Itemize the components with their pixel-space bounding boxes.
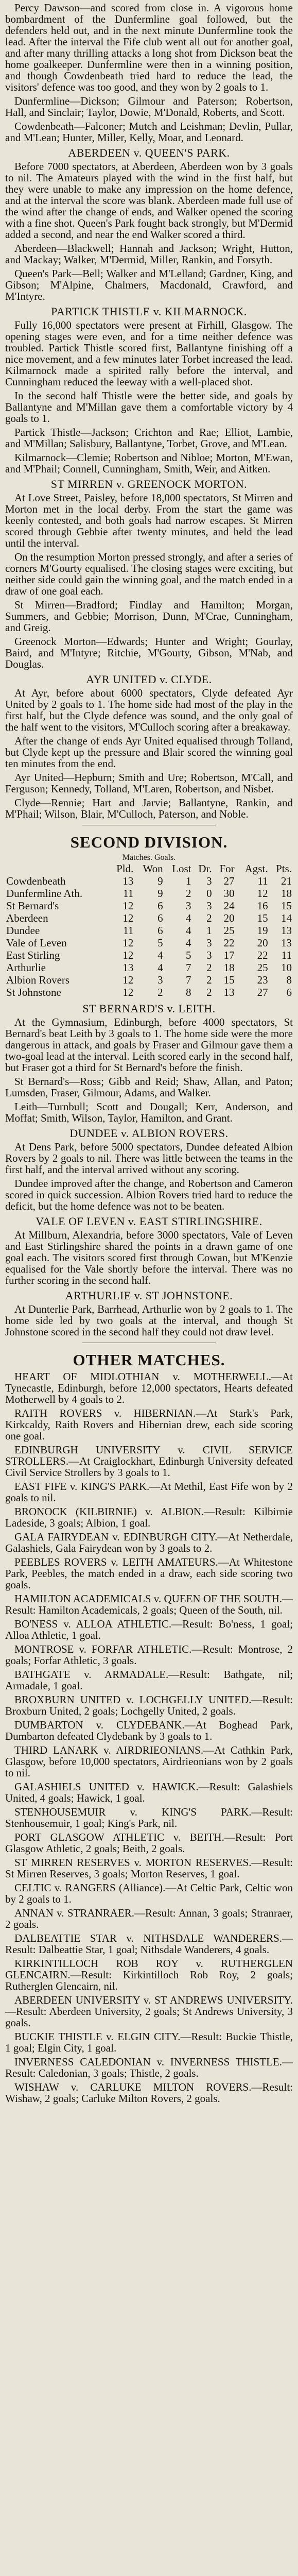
match-report: DUMBARTON v. CLYDEBANK.—At Boghead Park, Dumbarton defeated Clydebank by 3 goals to 1. — [5, 1719, 293, 1742]
stat-cell: 22 — [257, 949, 268, 961]
stat-cell: 12 — [257, 887, 268, 900]
team-lineup: St Mirren—Bradford; Findlay and Hamilton; Morgan, Summers, and Gebbie; Morrison, Dunn, M'Crae, Cunningham, and Greig. — [5, 599, 293, 634]
team-lineup: Partick Thistle—Jackson; Crichton and Rae; Elliot, Lambie, and M'Millan; Salisbury, Ballantyne, Torbet, Grove, and M'Lean. — [5, 426, 293, 450]
league-table-row — [5, 900, 293, 912]
stat-cell: 4 — [185, 937, 191, 949]
match-report: MONTROSE v. FORFAR ATHLETIC.—Result: Montrose, 2 goals; Forfar Athletic, 3 goals. — [5, 1643, 293, 1667]
column-header: For — [219, 862, 235, 875]
stat-cell: 5 — [157, 937, 163, 949]
match-report: ST MIRREN RESERVES v. MORTON RESERVES.—Result: St Mirren Reserves, 3 goals; Morton Reserves, 1 goal. — [5, 1856, 293, 1880]
match-heading: AYR UNITED v. CLYDE. — [86, 673, 212, 686]
article-paragraph: Percy Dawson—and scored from close in. A vigorous home bombardment of the Dunfermline goal followed, but the defenders held out, and in the next minute Dunfermline took the lead. After the interval the Fife club went all out for another goal, and after many thrilling attacks a long shot from Dickson beat the home goalkeeper. Dunfermline were then in a winning position, and though Cowdenbeath tried hard to reduce the lead, the visitors' defence was too good, and they won by 2 goals to 1. — [5, 2, 293, 93]
stat-cell: 2 — [206, 961, 212, 974]
stat-cell: 25 — [223, 924, 235, 937]
match-heading: DUNDEE v. ALBION ROVERS. — [69, 1127, 229, 1140]
article-paragraph: In the second half Thistle were the better side, and goals by Ballantyne and M'Millan gave them a comfortable victory by 4 goals to 1. — [5, 389, 293, 425]
league-table — [5, 862, 293, 998]
league-table-header-row — [5, 862, 293, 875]
match-heading: VALE OF LEVEN v. EAST STIRLINGSHIRE. — [36, 1215, 262, 1228]
article-paragraph: Fully 16,000 spectators were present at Firhill, Glasgow. The opening stages were even, and for a time neither defence was troubled. Partick Thistle scored first, Ballantyne finishing off a nice movement, and a few minutes later Torbet increased the lead. Kilmarnock made a spirited rally before the interval, and Cunningham reduced the leeway with a well-placed shot. — [5, 319, 293, 388]
league-table-row — [5, 986, 293, 998]
league-table-row — [5, 961, 293, 974]
league-table-row — [5, 949, 293, 961]
article-arthurlie-st-johnstone — [5, 1290, 293, 1337]
match-report: PEEBLES ROVERS v. LEITH AMATEURS.—At Whitestone Park, Peebles, the match ended in a draw, each side scoring two goals. — [5, 1556, 293, 1591]
column-header: Won — [143, 862, 163, 875]
column-header: Pts. — [276, 862, 292, 875]
match-report: GALASHIELS UNITED v. HAWICK.—Result: Galashiels United, 4 goals; Hawick, 1 goal. — [5, 1781, 293, 1804]
column-header: Dr. — [198, 862, 212, 875]
article-paragraph: At the Gymnasium, Edinburgh, before 4000 spectators, St Bernard's beat Leith by 3 goals to 1. The home side were the more dangerous in attack, and goals by Fraser and Gilmour gave them a two-goal lead at the interval. Leith scored early in the second half, but Fraser got a third for St Bernard's before the finish. — [5, 1016, 293, 1074]
match-report: BROXBURN UNITED v. LOCHGELLY UNITED.—Result: Broxburn United, 2 goals; Lochgelly United, 2 goals. — [5, 1693, 293, 1717]
other-matches-section — [5, 1351, 293, 2104]
stat-cell: 8 — [185, 986, 191, 998]
stat-cell: 6 — [157, 912, 163, 924]
stat-cell: 1 — [206, 924, 212, 937]
team-name: Cowdenbeath — [6, 875, 66, 887]
team-lineup: Leith—Turnbull; Scott and Dougall; Kerr, Anderson, and Moffat; Smith, Wilson, Taylor, Hamilton, and Grant. — [5, 1100, 293, 1124]
stat-cell: 2 — [206, 986, 212, 998]
stat-cell: 4 — [157, 949, 163, 961]
stat-cell: 13 — [122, 961, 134, 974]
stat-cell: 27 — [257, 986, 268, 998]
stat-cell: 18 — [223, 961, 235, 974]
stat-cell: 3 — [206, 937, 212, 949]
league-table-row — [5, 912, 293, 924]
stat-cell: 13 — [122, 875, 134, 887]
article-paragraph: At Millburn, Alexandria, before 3000 spectators, Vale of Leven and East Stirlingshire shared the points in a drawn game of one goal each. The visitors scored first through Cowan, but M'Kenzie equalised for the Vale shortly before the interval. There was no further scoring in the second half. — [5, 1229, 293, 1286]
stat-cell: 21 — [281, 875, 292, 887]
stat-cell: 13 — [281, 937, 292, 949]
stat-cell: 4 — [157, 961, 163, 974]
article-partick-kilmarnock — [5, 306, 293, 474]
stat-cell: 27 — [223, 875, 235, 887]
match-report: STENHOUSEMUIR v. KING'S PARK.—Result: Stenhousemuir, 1 goal; King's Park, nil. — [5, 1806, 293, 1829]
match-report: HAMILTON ACADEMICALS v. QUEEN OF THE SOUTH.—Result: Hamilton Academicals, 2 goals; Queen of the South, nil. — [5, 1592, 293, 1616]
stat-cell: 2 — [185, 887, 191, 900]
stat-cell: 12 — [122, 986, 134, 998]
stat-cell: 16 — [257, 900, 268, 912]
match-report: GALA FAIRYDEAN v. EDINBURGH CITY.—At Netherdale, Galashiels, Gala Fairydean won by 3 goals to 2. — [5, 1531, 293, 1554]
match-heading: ST MIRREN v. GREENOCK MORTON. — [50, 478, 248, 490]
stat-cell: 3 — [157, 974, 163, 986]
stat-cell: 3 — [206, 900, 212, 912]
match-report: ANNAN v. STRANRAER.—Result: Annan, 3 goals; Stranraer, 2 goals. — [5, 1907, 293, 1930]
stat-cell: 4 — [185, 912, 191, 924]
article-dundee-albion — [5, 1127, 293, 1212]
column-header: Pld. — [116, 862, 134, 875]
team-lineup: Aberdeen—Blackwell; Hannah and Jackson; Wright, Hutton, and Mackay; Walker, M'Dermid, Miller, Rankin, and Forsyth. — [5, 242, 293, 266]
league-table-row — [5, 924, 293, 937]
team-name: Dunfermline Ath. — [6, 887, 83, 900]
match-report: EDINBURGH UNIVERSITY v. CIVIL SERVICE STROLLERS.—At Craiglockhart, Edinburgh University defeated Civil Service Strollers by 3 goals to 1. — [5, 1444, 293, 1479]
article-paragraph: At Love Street, Paisley, before 18,000 spectators, St Mirren and Morton met in the local derby. From the start the game was keenly contested, and both goals had narrow escapes. St Mirren scored through Gebbie after twenty minutes, and held the lead until the interval. — [5, 492, 293, 549]
team-lineup: Cowdenbeath—Falconer; Mutch and Leishman; Devlin, Pullar, and M'Lean; Hunter, Miller, Kelly, Moar, and Leonard. — [5, 120, 293, 144]
team-lineup: Clyde—Rennie; Hart and Jarvie; Ballantyne, Rankin, and M'Phail; Wilson, Blair, M'Culloch, Paterson, and Noble. — [5, 796, 293, 820]
stat-cell: 6 — [157, 900, 163, 912]
article-st-mirren-morton — [5, 478, 293, 670]
second-division-section — [5, 834, 293, 998]
section-title: SECOND DIVISION. — [70, 833, 228, 851]
match-report: BUCKIE THISTLE v. ELGIN CITY.—Result: Buckie Thistle, 1 goal; Elgin City, 1 goal. — [5, 2030, 293, 2054]
team-name: St Bernard's — [6, 900, 59, 912]
match-report: WISHAW v. CARLUKE MILTON ROVERS.—Result: Wishaw, 2 goals; Carluke Milton Rovers, 2 goals. — [5, 2081, 293, 2105]
match-heading: ABERDEEN v. QUEEN'S PARK. — [68, 146, 230, 159]
article-paragraph: After the change of ends Ayr United equalised through Tolland, but Clyde kept up the pressure and Blair scored the winning goal ten minutes from the end. — [5, 735, 293, 770]
column-header: Agst. — [244, 862, 268, 875]
stat-cell: 30 — [223, 887, 235, 900]
match-report: PORT GLASGOW ATHLETIC v. BEITH.—Result: Port Glasgow Athletic, 2 goals; Beith, 2 goals. — [5, 1831, 293, 1855]
stat-cell: 23 — [257, 974, 268, 986]
match-heading: PARTICK THISTLE v. KILMARNOCK. — [51, 305, 247, 318]
team-name: Albion Rovers — [6, 974, 70, 986]
stat-cell: 9 — [157, 887, 163, 900]
stat-cell: 11 — [123, 924, 134, 937]
article-paragraph: At Dens Park, before 5000 spectators, Dundee defeated Albion Rovers by 2 goals to nil. There was little between the teams in the first half, and the interval arrived without any scoring. — [5, 1141, 293, 1176]
stat-cell: 13 — [223, 986, 235, 998]
stat-cell: 20 — [257, 937, 268, 949]
league-table-caption: Matches. Goals. — [122, 853, 176, 862]
stat-cell: 17 — [223, 949, 235, 961]
team-lineup: Kilmarnock—Clemie; Robertson and Nibloe; Morton, M'Ewan, and M'Phail; Connell, Cunningham, Smith, Weir, and Aitken. — [5, 451, 293, 475]
match-report: KIRKINTILLOCH ROB ROY v. RUTHERGLEN GLENCAIRN.—Result: Kirkintilloch Rob Roy, 2 goals; Rutherglen Glencairn, nil. — [5, 1957, 293, 1992]
section-title: OTHER MATCHES. — [73, 1351, 225, 1369]
match-report: INVERNESS CALEDONIAN v. INVERNESS THISTLE.—Result: Caledonian, 3 goals; Thistle, 2 goals. — [5, 2056, 293, 2079]
stat-cell: 15 — [257, 912, 268, 924]
match-report: EAST FIFE v. KING'S PARK.—At Methil, East Fife won by 2 goals to nil. — [5, 1480, 293, 1504]
stat-cell: 10 — [281, 961, 292, 974]
match-report: BATHGATE v. ARMADALE.—Result: Bathgate, nil; Armadale, 1 goal. — [5, 1668, 293, 1692]
stat-cell: 11 — [281, 949, 292, 961]
match-report: ABERDEEN UNIVERSITY v. ST ANDREWS UNIVERSITY.—Result: Aberdeen University, 2 goals; St Andrews University, 3 goals. — [5, 1994, 293, 2029]
league-table-row — [5, 974, 293, 986]
stat-cell: 0 — [206, 887, 212, 900]
stat-cell: 24 — [223, 900, 235, 912]
stat-cell: 3 — [206, 875, 212, 887]
stat-cell: 12 — [122, 912, 134, 924]
match-report: THIRD LANARK v. AIRDRIEONIANS.—At Cathkin Park, Glasgow, before 10,000 spectators, Airdrieonians won by 2 goals to nil. — [5, 1744, 293, 1779]
team-lineup: Queen's Park—Bell; Walker and M'Lelland; Gardner, King, and Gibson; M'Alpine, Chalmers, Macdonald, Crawford, and M'Intyre. — [5, 267, 293, 302]
team-lineup: Ayr United—Hepburn; Smith and Ure; Robertson, M'Call, and Ferguson; Kennedy, Tolland, M'Laren, Robertson, and Nisbet. — [5, 771, 293, 795]
stat-cell: 2 — [206, 974, 212, 986]
match-report: BO'NESS v. ALLOA ATHLETIC.—Result: Bo'ness, 1 goal; Alloa Athletic, 1 goal. — [5, 1618, 293, 1641]
stat-cell: 12 — [122, 974, 134, 986]
article-dunfermline-cowdenbeath — [5, 2, 293, 143]
article-vale-east-stirling — [5, 1215, 293, 1286]
stat-cell: 9 — [157, 875, 163, 887]
stat-cell: 8 — [286, 974, 292, 986]
match-heading: ARTHURLIE v. ST JOHNSTONE. — [65, 1289, 233, 1302]
stat-cell: 12 — [122, 900, 134, 912]
league-table-row — [5, 937, 293, 949]
article-paragraph: At Ayr, before about 6000 spectators, Clyde defeated Ayr United by 2 goals to 1. The home side had most of the play in the first half, but the Clyde defence was sound, and the only goal of the half went to the visitors, M'Culloch scoring after a breakaway. — [5, 687, 293, 733]
column-header: Lost — [172, 862, 191, 875]
stat-cell: 7 — [185, 961, 191, 974]
stat-cell: 22 — [223, 937, 235, 949]
column-header — [5, 862, 109, 875]
match-heading: ST BERNARD'S v. LEITH. — [82, 1002, 216, 1015]
stat-cell: 2 — [157, 986, 163, 998]
team-name: Aberdeen — [6, 912, 48, 924]
match-report: HEART OF MIDLOTHIAN v. MOTHERWELL.—At Tynecastle, Edinburgh, before 12,000 spectators, Hearts defeated Motherwell by 4 goals to 2. — [5, 1370, 293, 1405]
match-report: BRONOCK (KILBIRNIE) v. ALBION.—Result: Kilbirnie Ladeside, 3 goals; Albion, 1 goal. — [5, 1505, 293, 1529]
article-paragraph: At Dunterlie Park, Barrhead, Arthurlie won by 2 goals to 1. The home side led by two goals at the interval, and though St Johnstone scored in the second half they could not draw level. — [5, 1303, 293, 1338]
stat-cell: 18 — [281, 887, 292, 900]
stat-cell: 3 — [206, 949, 212, 961]
article-st-bernards-leith — [5, 1003, 293, 1124]
match-report: DALBEATTIE STAR v. NITHSDALE WANDERERS.—Result: Dalbeattie Star, 1 goal; Nithsdale Wanderers, 4 goals. — [5, 1932, 293, 1956]
article-aberdeen-queens-park — [5, 147, 293, 302]
stat-cell: 12 — [122, 949, 134, 961]
stat-cell: 11 — [257, 875, 268, 887]
article-paragraph: Before 7000 spectators, at Aberdeen, Aberdeen won by 3 goals to nil. The Amateurs played with the wind in the first half, but they were unable to make any impression on the home defence, and at the interval the score was blank. Aberdeen made full use of the wind after the change of ends, and Walker opened the scoring with a fine shot. Queen's Park fought back strongly, but M'Dermid added a second, and near the end Walker scored a third. — [5, 160, 293, 241]
stat-cell: 20 — [223, 912, 235, 924]
stat-cell: 14 — [281, 912, 292, 924]
stat-cell: 1 — [185, 875, 191, 887]
stat-cell: 25 — [257, 961, 268, 974]
team-lineup: St Bernard's—Ross; Gibb and Reid; Shaw, Allan, and Paton; Lumsden, Fraser, Gilmour, Adams, and Walker. — [5, 1075, 293, 1099]
stat-cell: 11 — [123, 887, 134, 900]
stat-cell: 7 — [185, 974, 191, 986]
article-paragraph: On the resumption Morton pressed strongly, and after a series of corners M'Gourty equalised. The closing stages were exciting, but neither side could gain the winning goal, and the match ended in a draw of one goal each. — [5, 551, 293, 597]
team-lineup: Greenock Morton—Edwards; Hunter and Wright; Gourlay, Baird, and M'Intyre; Ritchie, M'Gourty, Gibson, M'Nab, and Douglas. — [5, 635, 293, 670]
stat-cell: 6 — [286, 986, 292, 998]
stat-cell: 4 — [185, 924, 191, 937]
team-name: St Johnstone — [6, 986, 61, 998]
stat-cell: 15 — [223, 974, 235, 986]
team-name: East Stirling — [6, 949, 60, 961]
team-name: Dundee — [6, 924, 40, 937]
team-name: Arthurlie — [6, 961, 46, 974]
team-name: Vale of Leven — [6, 937, 67, 949]
match-report: RAITH ROVERS v. HIBERNIAN.—At Stark's Park, Kirkcaldy, Raith Rovers and Hibernian drew, each side scoring one goal. — [5, 1407, 293, 1442]
article-paragraph: Dundee improved after the change, and Robertson and Cameron scored in quick succession. Albion Rovers tried hard to reduce the deficit, but the home defence was not to be beaten. — [5, 1177, 293, 1212]
article-ayr-clyde — [5, 673, 293, 820]
stat-cell: 12 — [122, 937, 134, 949]
team-lineup: Dunfermline—Dickson; Gilmour and Paterson; Robertson, Hall, and Sinclair; Taylor, Dowie, M'Donald, Roberts, and Scott. — [5, 95, 293, 118]
stat-cell: 15 — [281, 900, 292, 912]
stat-cell: 2 — [206, 912, 212, 924]
stat-cell: 3 — [185, 900, 191, 912]
stat-cell: 6 — [157, 924, 163, 937]
stat-cell: 19 — [257, 924, 268, 937]
league-table-row — [5, 887, 293, 900]
league-table-row — [5, 875, 293, 887]
stat-cell: 13 — [281, 924, 292, 937]
stat-cell: 5 — [185, 949, 191, 961]
match-report: CELTIC v. RANGERS (Alliance).—At Celtic Park, Celtic won by 2 goals to 1. — [5, 1882, 293, 1905]
